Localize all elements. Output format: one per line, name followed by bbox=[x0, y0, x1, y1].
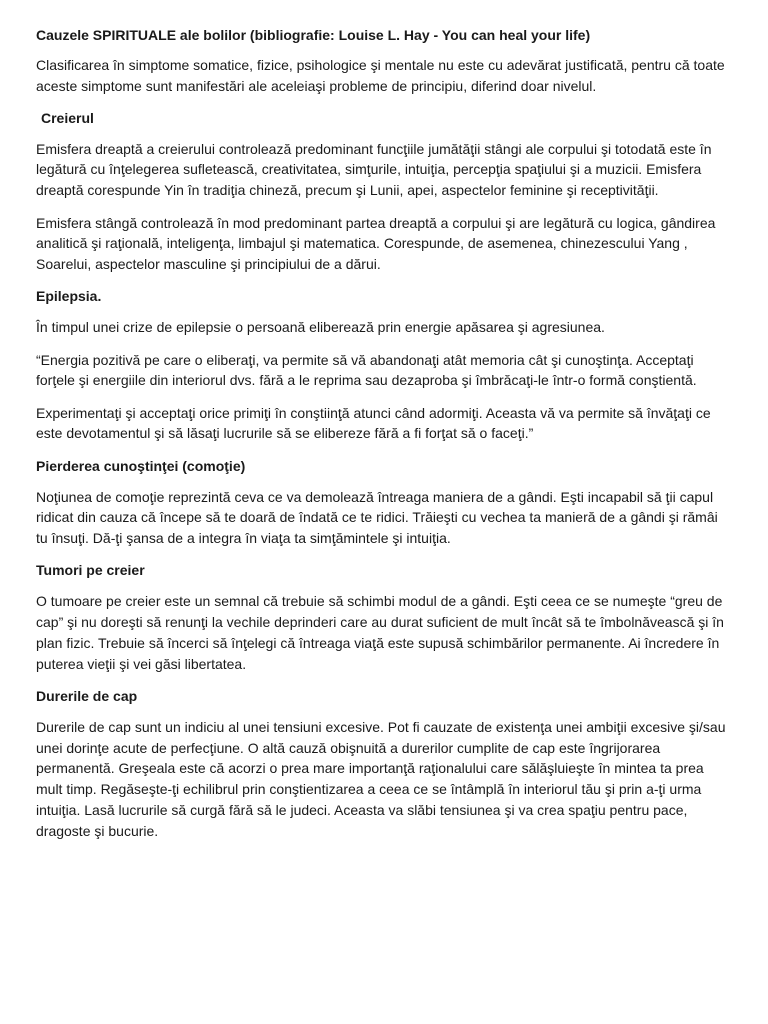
section-heading-pierderea-cunostintei: Pierderea cunoştinţei (comoţie) bbox=[36, 457, 246, 474]
paragraph: O tumoare pe creier este un semnal că trebuie să schimbi modul de a gândi. Eşti ceea ce se numeşte “greu de cap” şi nu doreşti să renunţi la vechile deprinderi care au durat suficient de mult încât să te îmbolnăvească şi în plan fizic. Trebuie să încerci să înţelegi că întreaga viaţă este supusă schimbărilor permanente. Ai încredere în puterea vieţii şi vei găsi libertatea. bbox=[36, 593, 724, 672]
intro-paragraph: Clasificarea în simptome somatice, fizice, psihologice şi mentale nu este cu adevărat justificată, pentru că toate aceste simptome sunt manifestări ale aceleiaşi probleme de principiu, diferind doar nivelul. bbox=[36, 56, 725, 94]
paragraph: Experimentaţi şi acceptaţi orice primiţi în conştiinţă atunci când adormiţi. Aceasta vă va permite să învăţaţi ce este devotamentul şi să lăsaţi lucrurile să se elibereze fără a fi forţat să o faceţi.” bbox=[36, 404, 711, 442]
document-body bbox=[36, 25, 728, 853]
paragraph: Emisfera dreaptă a creierului controlează predominant funcţiile jumătăţii stângi ale corpului şi totodată este în legătură cu înţelegerea sufletească, creativitatea, simţurile, intuiţia, percepţia spaţiului şi a muzicii. Emisfera dreaptă corespunde Yin în tradiţia chineză, precum şi Lunii, apei, aspectelor feminine şi receptivităţii. bbox=[36, 140, 712, 199]
paragraph: În timpul unei crize de epilepsie o persoană eliberează prin energie apăsarea şi agresiunea. bbox=[36, 319, 605, 336]
paragraph: Emisfera stângă controlează în mod predominant partea dreaptă a corpului şi are legătură cu logica, gândirea analitică şi raţională, inteligenţa, limbajul şi matematica. Corespunde, de asemenea, chinezescului Yang , Soarelui, aspectelor masculine şi principiului de a dărui. bbox=[36, 214, 716, 273]
paragraph: Noţiunea de comoţie reprezintă ceva ce va demolează întreaga maniera de a gândi. Eşti incapabil să ţii capul ridicat din cauza că începe să te doară de îndată ce te ridici. Trăieşti cu vechea ta manieră de a gândi şi rămâi tu însuţi. Dă-ţi şansa de a integra în viaţa ta simţămintele şi intuiţia. bbox=[36, 488, 718, 547]
section-heading-durerile-de-cap: Durerile de cap bbox=[36, 687, 138, 704]
paragraph: “Energia pozitivă pe care o eliberaţi, va permite să vă abandonaţi atât memoria cât şi cunoştinţa. Acceptaţi forţele şi energiile din interiorul dvs. fără a le reprima sau dezaproba şi îmbrăcaţi-le într-o formă conştientă. bbox=[36, 351, 697, 389]
document-title: Cauzele SPIRITUALE ale bolilor (bibliografie: Louise L. Hay - You can heal your life) bbox=[36, 27, 591, 43]
section-heading-epilepsia: Epilepsia. bbox=[36, 288, 102, 305]
section-heading-tumori-pe-creier: Tumori pe creier bbox=[36, 562, 145, 579]
section-heading-creierul: Creierul bbox=[41, 109, 94, 126]
paragraph: Durerile de cap sunt un indiciu al unei tensiuni excesive. Pot fi cauzate de existenţa unei ambiţii excesive şi/sau unei dorinţe acute de perfecţiune. O altă cauză obişnuită a durerilor cumplite de cap este îngrijorarea permanentă. Greşeala este că acorzi o prea mare importanţă raţionalului care sălăşluieşte în mintea ta prea mult timp. Regăseşte-ţi echilibrul prin conştientizarea a ceea ce se întâmplă în interiorul tău şi prin a-ţi urma intuiţia. Lasă lucrurile să curgă fără să le judeci. Aceasta va slăbi tensiunea şi va crea spaţiu pentru pace, dragoste şi bucurie. bbox=[36, 718, 726, 839]
